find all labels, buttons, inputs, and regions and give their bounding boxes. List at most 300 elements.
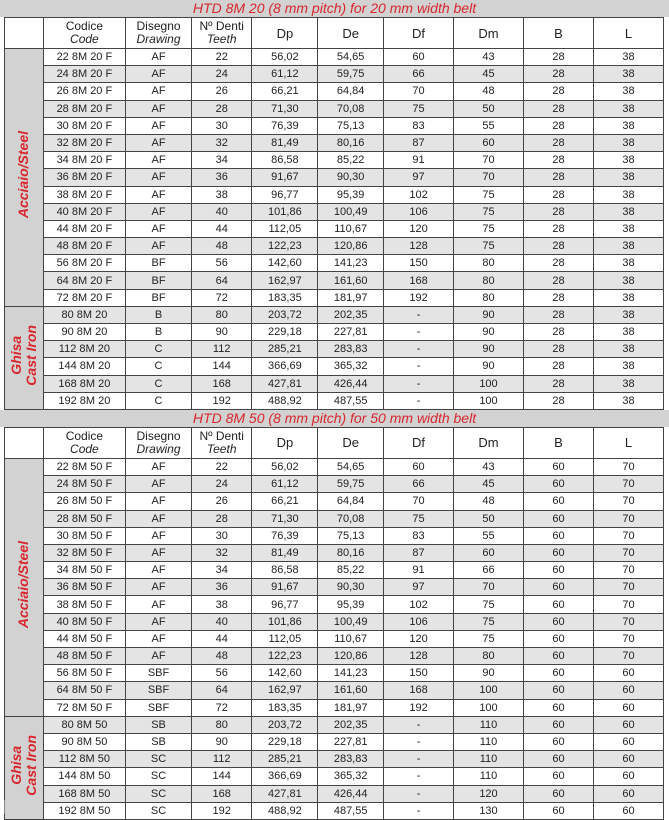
cell-df: 97 <box>384 169 454 186</box>
cell-code: 72 8M 50 F <box>43 699 126 716</box>
cell-dp: 122,23 <box>252 238 318 255</box>
cell-drawing: SBF <box>126 665 192 682</box>
cell-l: 70 <box>593 544 663 561</box>
cell-dp: 56,02 <box>252 49 318 66</box>
cell-drawing: AF <box>126 596 192 613</box>
header-drawing <box>126 18 192 49</box>
cell-dp: 96,77 <box>252 596 318 613</box>
header-dm: Dm <box>454 18 524 49</box>
header-dm: Dm <box>454 427 524 458</box>
cell-teeth: 38 <box>191 186 252 203</box>
table-row <box>5 751 664 768</box>
cell-dm: 80 <box>454 272 524 289</box>
header-de: De <box>318 18 384 49</box>
cell-b: 28 <box>523 100 593 117</box>
header-df: Df <box>384 18 454 49</box>
cell-code: 26 8M 50 F <box>43 493 126 510</box>
table-row <box>5 510 664 527</box>
header-teeth-it: Nº Denti <box>199 428 244 443</box>
cell-teeth: 40 <box>191 613 252 630</box>
cell-df: 128 <box>384 238 454 255</box>
cell-df: 192 <box>384 289 454 306</box>
table-row <box>5 493 664 510</box>
cell-code: 90 8M 50 <box>43 733 126 750</box>
cell-df: - <box>384 358 454 375</box>
table-row <box>5 699 664 716</box>
cell-dp: 71,30 <box>252 100 318 117</box>
cell-de: 202,35 <box>318 716 384 733</box>
cell-l: 38 <box>593 83 663 100</box>
header-drawing-en: Drawing <box>136 32 181 46</box>
table-row <box>5 152 664 169</box>
cell-b: 60 <box>523 751 593 768</box>
cell-dm: 48 <box>454 493 524 510</box>
cell-df: - <box>384 768 454 785</box>
cell-code: 32 8M 50 F <box>43 544 126 561</box>
header-b: B <box>523 427 593 458</box>
cell-de: 75,13 <box>318 117 384 134</box>
cell-dp: 427,81 <box>252 375 318 392</box>
cell-l: 60 <box>593 802 663 819</box>
cell-dp: 96,77 <box>252 186 318 203</box>
header-blank <box>5 18 44 49</box>
cell-df: 75 <box>384 100 454 117</box>
cell-dp: 56,02 <box>252 458 318 475</box>
cell-teeth: 44 <box>191 220 252 237</box>
cell-df: 83 <box>384 117 454 134</box>
header-de: De <box>318 427 384 458</box>
header-teeth-en: Teeth <box>206 32 237 46</box>
cell-dp: 142,60 <box>252 255 318 272</box>
cell-code: 34 8M 50 F <box>43 562 126 579</box>
cell-de: 120,86 <box>318 648 384 665</box>
cell-de: 85,22 <box>318 152 384 169</box>
cell-dm: 70 <box>454 152 524 169</box>
cell-df: - <box>384 802 454 819</box>
cell-teeth: 28 <box>191 100 252 117</box>
cell-l: 38 <box>593 289 663 306</box>
cell-teeth: 144 <box>191 768 252 785</box>
cell-df: 128 <box>384 648 454 665</box>
cell-drawing: AF <box>126 493 192 510</box>
cell-drawing: B <box>126 306 192 323</box>
cell-b: 28 <box>523 220 593 237</box>
cell-drawing: B <box>126 324 192 341</box>
cell-teeth: 64 <box>191 272 252 289</box>
cell-code: 64 8M 20 F <box>43 272 126 289</box>
cell-dm: 55 <box>454 117 524 134</box>
material-label <box>5 716 44 819</box>
cell-code: 24 8M 50 F <box>43 476 126 493</box>
cell-b: 28 <box>523 341 593 358</box>
cell-code: 22 8M 20 F <box>43 49 126 66</box>
cell-df: 66 <box>384 66 454 83</box>
cell-dm: 70 <box>454 169 524 186</box>
header-dp: Dp <box>252 427 318 458</box>
cell-drawing: AF <box>126 544 192 561</box>
header-row <box>5 427 664 458</box>
cell-de: 283,83 <box>318 751 384 768</box>
cell-teeth: 90 <box>191 733 252 750</box>
cell-dp: 488,92 <box>252 392 318 409</box>
cell-b: 60 <box>523 562 593 579</box>
cell-df: 150 <box>384 665 454 682</box>
cell-b: 28 <box>523 83 593 100</box>
cell-l: 70 <box>593 493 663 510</box>
cell-de: 100,49 <box>318 613 384 630</box>
material-label-text <box>16 541 31 628</box>
cell-teeth: 30 <box>191 527 252 544</box>
cell-dp: 81,49 <box>252 134 318 151</box>
table-row <box>5 220 664 237</box>
cell-dp: 91,67 <box>252 579 318 596</box>
cell-code: 168 8M 50 <box>43 785 126 802</box>
cell-b: 60 <box>523 699 593 716</box>
cell-df: 120 <box>384 220 454 237</box>
cell-de: 365,32 <box>318 768 384 785</box>
header-drawing-it: Disegno <box>136 19 181 33</box>
cell-df: 87 <box>384 544 454 561</box>
material-label-text <box>16 131 31 218</box>
cell-dp: 203,72 <box>252 306 318 323</box>
cell-de: 487,55 <box>318 802 384 819</box>
cell-drawing: AF <box>126 613 192 630</box>
cell-drawing: SC <box>126 768 192 785</box>
table-row <box>5 289 664 306</box>
table-row <box>5 66 664 83</box>
cell-df: 97 <box>384 579 454 596</box>
cell-drawing: SC <box>126 785 192 802</box>
cell-de: 365,32 <box>318 358 384 375</box>
cell-code: 24 8M 20 F <box>43 66 126 83</box>
cell-dm: 110 <box>454 768 524 785</box>
cell-l: 70 <box>593 476 663 493</box>
table-row <box>5 785 664 802</box>
cell-drawing: BF <box>126 255 192 272</box>
cell-teeth: 22 <box>191 49 252 66</box>
section-title: HTD 8M 50 (8 mm pitch) for 50 mm width belt <box>0 410 669 427</box>
cell-code: 44 8M 50 F <box>43 630 126 647</box>
cell-drawing: AF <box>126 510 192 527</box>
cell-b: 28 <box>523 272 593 289</box>
cell-df: 192 <box>384 699 454 716</box>
cell-code: 56 8M 50 F <box>43 665 126 682</box>
table-row <box>5 596 664 613</box>
material-label <box>5 306 44 409</box>
cell-b: 28 <box>523 289 593 306</box>
cell-de: 161,60 <box>318 682 384 699</box>
cell-dp: 183,35 <box>252 289 318 306</box>
cell-l: 38 <box>593 392 663 409</box>
cell-de: 161,60 <box>318 272 384 289</box>
section-title: HTD 8M 20 (8 mm pitch) for 20 mm width belt <box>0 0 669 17</box>
cell-code: 36 8M 50 F <box>43 579 126 596</box>
cell-l: 38 <box>593 255 663 272</box>
table-row <box>5 768 664 785</box>
cell-l: 38 <box>593 306 663 323</box>
table-row <box>5 544 664 561</box>
cell-dm: 90 <box>454 324 524 341</box>
cell-dm: 70 <box>454 579 524 596</box>
cell-l: 60 <box>593 699 663 716</box>
cell-code: 38 8M 50 F <box>43 596 126 613</box>
cell-dp: 86,58 <box>252 562 318 579</box>
header-dp: Dp <box>252 18 318 49</box>
cell-df: 75 <box>384 510 454 527</box>
material-label-en: Cast Iron <box>22 734 39 796</box>
cell-l: 38 <box>593 49 663 66</box>
cell-b: 60 <box>523 785 593 802</box>
table-row <box>5 134 664 151</box>
cell-dp: 285,21 <box>252 751 318 768</box>
cell-de: 426,44 <box>318 375 384 392</box>
cell-dm: 43 <box>454 458 524 475</box>
footer-rule <box>4 800 5 814</box>
material-label-joined: Acciaio/Steel <box>15 541 32 629</box>
cell-df: - <box>384 324 454 341</box>
cell-l: 60 <box>593 768 663 785</box>
cell-de: 227,81 <box>318 324 384 341</box>
cell-b: 28 <box>523 238 593 255</box>
cell-l: 70 <box>593 527 663 544</box>
cell-dm: 80 <box>454 289 524 306</box>
cell-de: 110,67 <box>318 220 384 237</box>
cell-dp: 162,97 <box>252 682 318 699</box>
header-drawing-en: Drawing <box>136 441 181 456</box>
cell-dp: 101,86 <box>252 613 318 630</box>
cell-drawing: AF <box>126 134 192 151</box>
cell-teeth: 80 <box>191 716 252 733</box>
cell-l: 70 <box>593 458 663 475</box>
cell-teeth: 56 <box>191 665 252 682</box>
cell-dm: 110 <box>454 733 524 750</box>
header-code <box>43 18 126 49</box>
spec-table <box>4 17 664 410</box>
cell-de: 90,30 <box>318 579 384 596</box>
cell-drawing: BF <box>126 289 192 306</box>
cell-df: 87 <box>384 134 454 151</box>
cell-df: 66 <box>384 476 454 493</box>
cell-de: 283,83 <box>318 341 384 358</box>
header-teeth-it: Nº Denti <box>199 19 244 33</box>
cell-drawing: AF <box>126 66 192 83</box>
cell-df: - <box>384 392 454 409</box>
table-row <box>5 392 664 409</box>
cell-l: 60 <box>593 733 663 750</box>
header-code-it: Codice <box>65 19 104 33</box>
cell-df: 150 <box>384 255 454 272</box>
cell-teeth: 24 <box>191 476 252 493</box>
cell-drawing: AF <box>126 630 192 647</box>
table-row <box>5 83 664 100</box>
cell-b: 60 <box>523 682 593 699</box>
cell-dm: 100 <box>454 699 524 716</box>
cell-dm: 90 <box>454 341 524 358</box>
cell-teeth: 22 <box>191 458 252 475</box>
table-row <box>5 648 664 665</box>
cell-de: 54,65 <box>318 458 384 475</box>
cell-dm: 100 <box>454 682 524 699</box>
cell-teeth: 192 <box>191 802 252 819</box>
cell-teeth: 112 <box>191 341 252 358</box>
table-row <box>5 324 664 341</box>
table-row <box>5 186 664 203</box>
cell-b: 28 <box>523 66 593 83</box>
cell-dp: 112,05 <box>252 220 318 237</box>
table-row <box>5 665 664 682</box>
cell-b: 28 <box>523 152 593 169</box>
cell-teeth: 64 <box>191 682 252 699</box>
cell-teeth: 32 <box>191 134 252 151</box>
cell-dp: 71,30 <box>252 510 318 527</box>
cell-dp: 366,69 <box>252 358 318 375</box>
cell-dp: 285,21 <box>252 341 318 358</box>
cell-dp: 229,18 <box>252 733 318 750</box>
cell-code: 56 8M 20 F <box>43 255 126 272</box>
cell-code: 144 8M 20 <box>43 358 126 375</box>
header-drawing <box>126 427 192 458</box>
cell-b: 28 <box>523 392 593 409</box>
cell-de: 80,16 <box>318 134 384 151</box>
table-row <box>5 613 664 630</box>
cell-dm: 75 <box>454 596 524 613</box>
table-row <box>5 630 664 647</box>
cell-df: 102 <box>384 596 454 613</box>
cell-de: 141,23 <box>318 255 384 272</box>
cell-code: 112 8M 20 <box>43 341 126 358</box>
cell-dp: 101,86 <box>252 203 318 220</box>
cell-b: 28 <box>523 169 593 186</box>
cell-dm: 130 <box>454 802 524 819</box>
material-label <box>5 49 44 307</box>
cell-b: 28 <box>523 255 593 272</box>
cell-code: 80 8M 50 <box>43 716 126 733</box>
cell-dm: 75 <box>454 186 524 203</box>
table-row <box>5 802 664 819</box>
cell-drawing: SBF <box>126 682 192 699</box>
cell-df: - <box>384 785 454 802</box>
cell-dm: 75 <box>454 630 524 647</box>
cell-drawing: AF <box>126 579 192 596</box>
cell-dm: 66 <box>454 562 524 579</box>
cell-code: 80 8M 20 <box>43 306 126 323</box>
cell-drawing: AF <box>126 49 192 66</box>
cell-de: 75,13 <box>318 527 384 544</box>
cell-l: 38 <box>593 358 663 375</box>
cell-teeth: 28 <box>191 510 252 527</box>
cell-code: 48 8M 20 F <box>43 238 126 255</box>
cell-teeth: 168 <box>191 785 252 802</box>
cell-dp: 427,81 <box>252 785 318 802</box>
cell-code: 30 8M 50 F <box>43 527 126 544</box>
cell-df: - <box>384 375 454 392</box>
cell-de: 95,39 <box>318 186 384 203</box>
cell-de: 141,23 <box>318 665 384 682</box>
cell-code: 144 8M 50 <box>43 768 126 785</box>
cell-teeth: 56 <box>191 255 252 272</box>
cell-dm: 120 <box>454 785 524 802</box>
cell-b: 28 <box>523 49 593 66</box>
cell-de: 181,97 <box>318 289 384 306</box>
table-row <box>5 272 664 289</box>
cell-teeth: 26 <box>191 83 252 100</box>
cell-dm: 75 <box>454 220 524 237</box>
header-drawing-it: Disegno <box>136 428 181 443</box>
cell-teeth: 32 <box>191 544 252 561</box>
cell-b: 28 <box>523 358 593 375</box>
cell-dm: 100 <box>454 375 524 392</box>
cell-code: 72 8M 20 F <box>43 289 126 306</box>
material-label-it: Ghisa <box>7 745 24 785</box>
cell-drawing: AF <box>126 169 192 186</box>
cell-df: 168 <box>384 272 454 289</box>
cell-b: 60 <box>523 544 593 561</box>
cell-teeth: 36 <box>191 169 252 186</box>
header-blank <box>5 427 44 458</box>
table-row <box>5 255 664 272</box>
cell-dm: 100 <box>454 392 524 409</box>
cell-dp: 66,21 <box>252 493 318 510</box>
cell-teeth: 90 <box>191 324 252 341</box>
cell-de: 80,16 <box>318 544 384 561</box>
cell-b: 60 <box>523 476 593 493</box>
cell-df: - <box>384 341 454 358</box>
cell-code: 26 8M 20 F <box>43 83 126 100</box>
cell-df: 70 <box>384 83 454 100</box>
cell-de: 181,97 <box>318 699 384 716</box>
cell-dm: 48 <box>454 83 524 100</box>
cell-l: 38 <box>593 238 663 255</box>
table-row <box>5 49 664 66</box>
header-code-en: Code <box>70 441 99 456</box>
cell-l: 60 <box>593 751 663 768</box>
table-row <box>5 238 664 255</box>
cell-dp: 122,23 <box>252 648 318 665</box>
cell-dm: 75 <box>454 238 524 255</box>
cell-code: 40 8M 50 F <box>43 613 126 630</box>
cell-b: 60 <box>523 493 593 510</box>
cell-teeth: 40 <box>191 203 252 220</box>
cell-l: 70 <box>593 613 663 630</box>
table-row <box>5 100 664 117</box>
cell-df: 106 <box>384 203 454 220</box>
cell-code: 32 8M 20 F <box>43 134 126 151</box>
cell-l: 38 <box>593 169 663 186</box>
cell-drawing: AF <box>126 117 192 134</box>
material-label-text <box>9 325 39 386</box>
table-row <box>5 203 664 220</box>
cell-drawing: C <box>126 341 192 358</box>
cell-dm: 45 <box>454 66 524 83</box>
cell-code: 28 8M 50 F <box>43 510 126 527</box>
cell-l: 70 <box>593 596 663 613</box>
cell-de: 54,65 <box>318 49 384 66</box>
cell-drawing: AF <box>126 186 192 203</box>
cell-de: 59,75 <box>318 66 384 83</box>
cell-b: 60 <box>523 596 593 613</box>
cell-drawing: AF <box>126 562 192 579</box>
cell-l: 70 <box>593 562 663 579</box>
cell-teeth: 72 <box>191 289 252 306</box>
cell-teeth: 30 <box>191 117 252 134</box>
cell-dp: 203,72 <box>252 716 318 733</box>
cell-dm: 110 <box>454 716 524 733</box>
cell-b: 60 <box>523 802 593 819</box>
cell-b: 28 <box>523 117 593 134</box>
cell-dp: 76,39 <box>252 117 318 134</box>
cell-drawing: C <box>126 375 192 392</box>
cell-dp: 488,92 <box>252 802 318 819</box>
